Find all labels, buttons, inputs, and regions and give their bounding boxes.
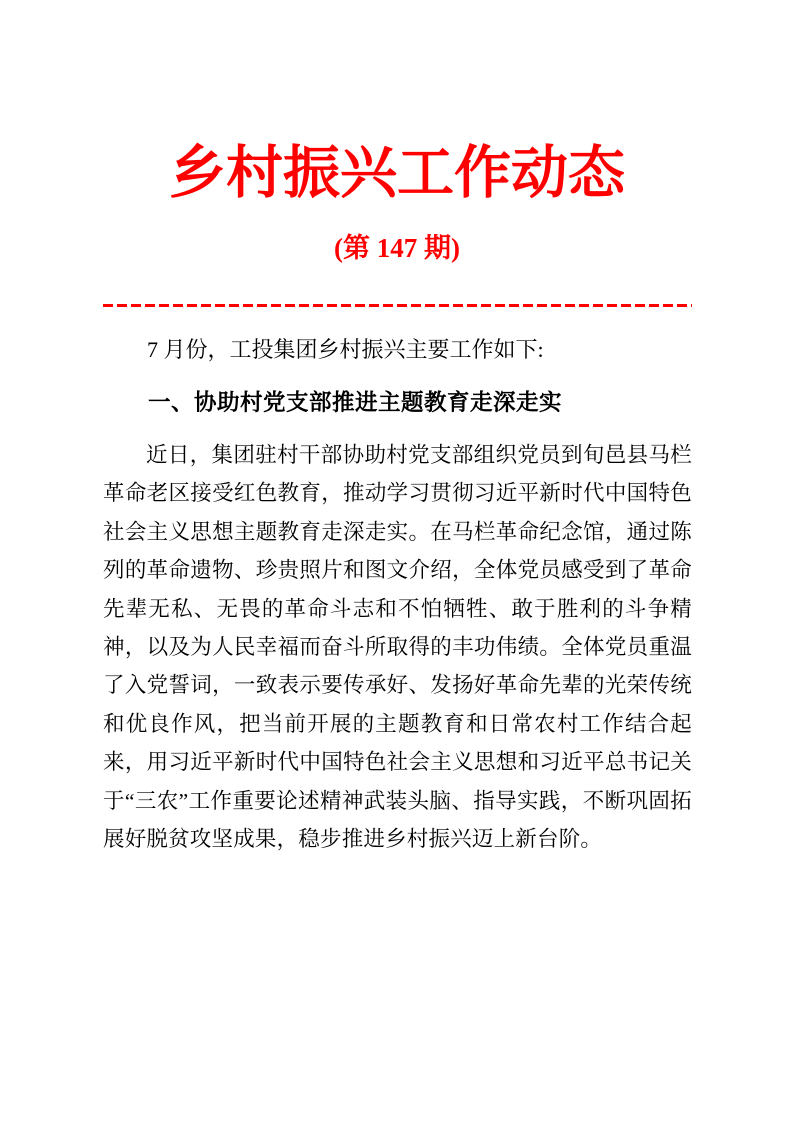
red-dashed-divider <box>103 304 692 307</box>
intro-line: 7 月份，工投集团乡村振兴主要工作如下: <box>147 337 544 362</box>
body-paragraph: 近日，集团驻村干部协助村党支部组织党员到旬邑县马栏革命老区接受红色教育，推动学习贯彻习近平新时代中国特色社会主义思想主题教育走深走实。在马栏革命纪念馆，通过陈列的革命遗物、珍贵照片和图文介绍，全体党员感受到了革命先辈无私、无畏的革命斗志和不怕牺牲、敢于胜利的斗争精神，以及为人民幸福而奋斗所取得的丰功伟绩。全体党员重温了入党誓词，一致表示要传承好、发扬好革命先辈的光荣传统和优良作风，把当前开展的主题教育和日常农村工作结合起来，用习近平新时代中国特色社会主义思想和习近平总书记关于“三农”工作重要论述精神武装头脑、指导实践，不断巩固拓展好脱贫攻坚成果，稳步推进乡村振兴迈上新台阶。 <box>103 443 692 852</box>
section-heading: 一、协助村党支部推进主题教育走深走实 <box>148 390 563 415</box>
document-title: 乡村振兴工作动态 <box>169 142 625 205</box>
issue-number: (第 147 期) <box>334 233 460 263</box>
